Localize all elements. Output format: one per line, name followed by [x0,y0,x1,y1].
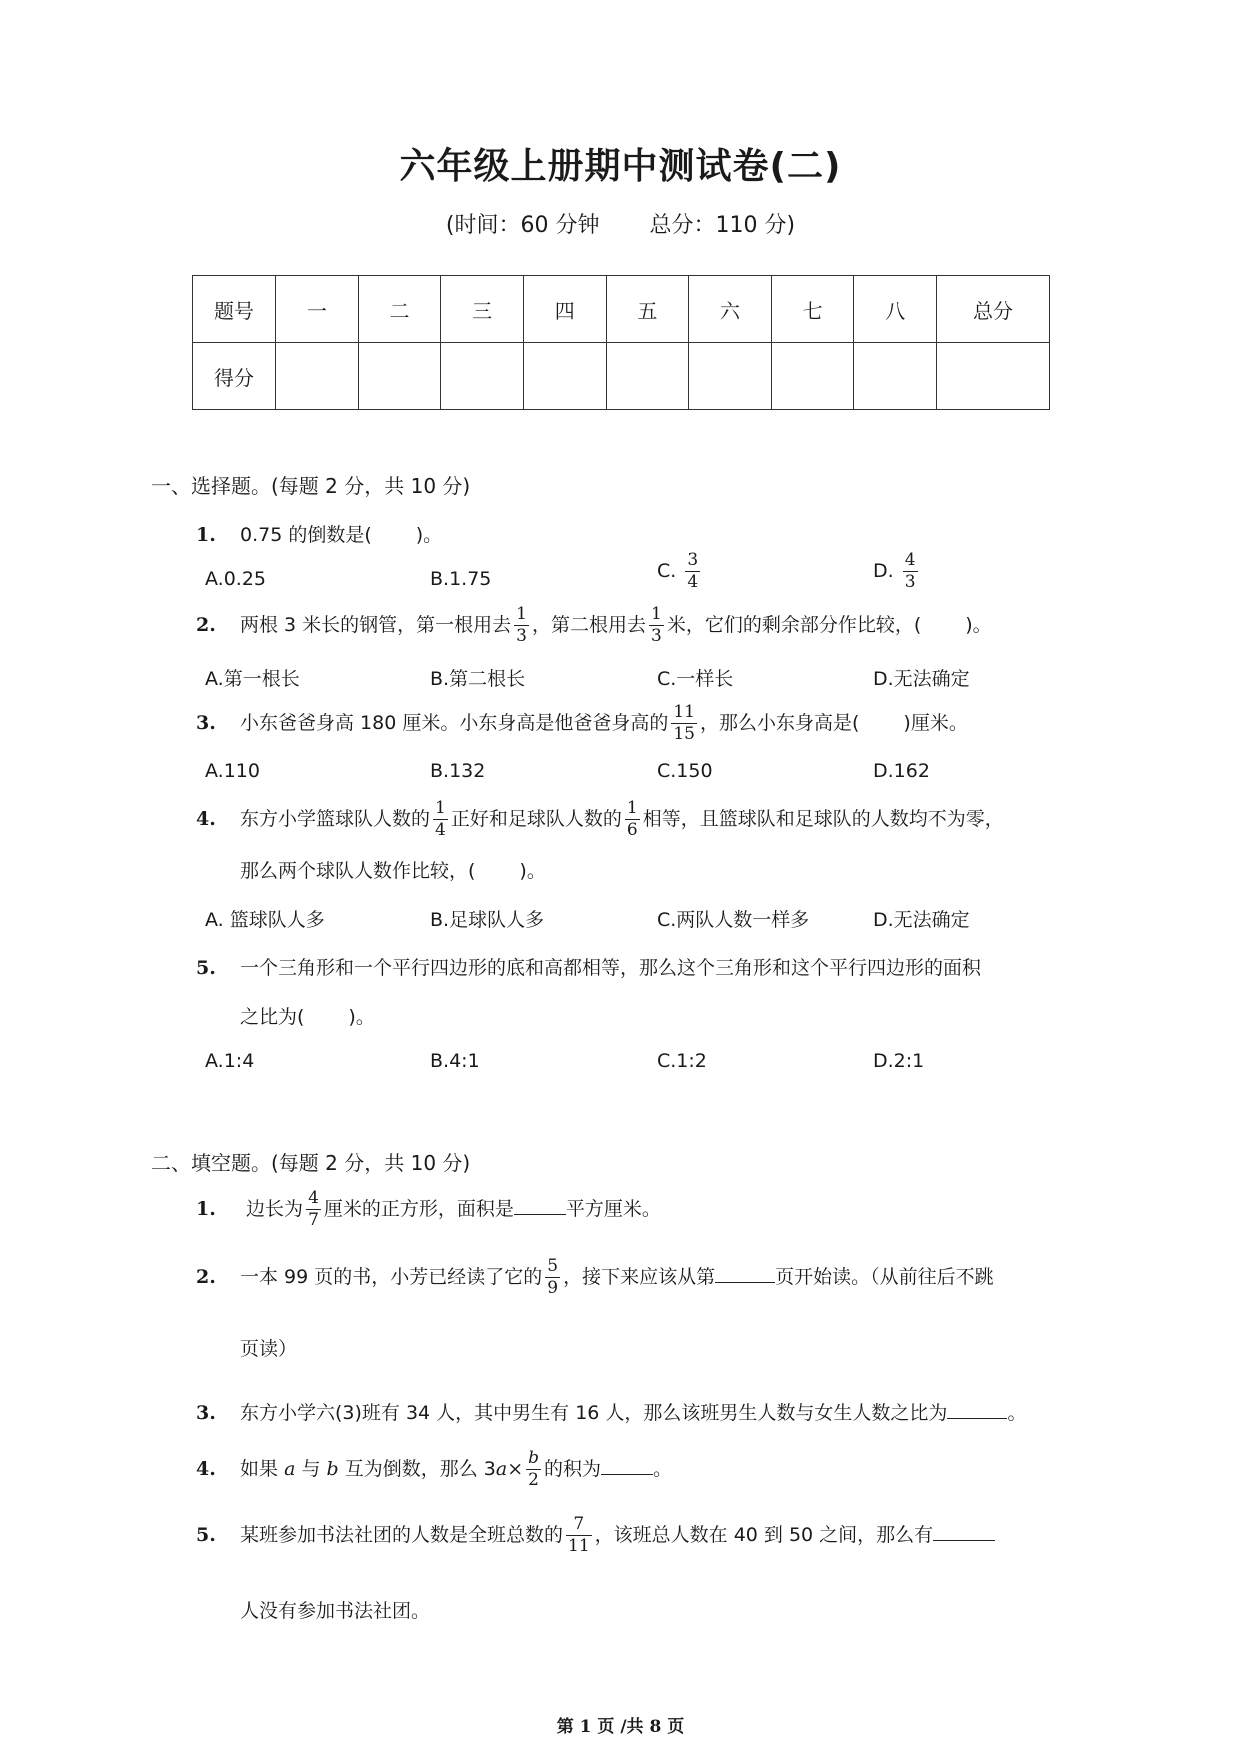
score-input-cell[interactable] [854,343,937,410]
question-line2: 之比为( )。 [240,1006,375,1028]
score-input-cell[interactable] [771,343,854,410]
fraction: $\frac{4}{3}$ [904,550,916,592]
option: D.无法确定 [873,668,970,690]
option: A.第一根长 [205,668,300,690]
question: 5. 一个三角形和一个平行四边形的底和高都相等，那么这个三角形和这个平行四边形的面积 [196,957,982,979]
exam-info [0,208,1241,239]
score-input-cell[interactable] [441,343,524,410]
option: B.1.75 [430,568,492,590]
option: C. $\frac{3}{4}$ [657,550,699,592]
page-footer: 第 1 页 /共 8 页 [556,1717,685,1737]
exam-time: (时间：60 分钟 [445,213,600,238]
question: 2. 两根 3 米长的钢管，第一根用去 $\frac{1}{3}$ ，第二根用去 $\frac{1}{3}$ 米，它们的剩余部分作比较，( )。 [196,604,992,646]
score-header-cell: 八 [854,276,937,343]
score-table [192,275,1050,410]
page-title: 六年级上册期中测试卷(二) [399,146,842,187]
fraction: $\frac{7}{11}$ [568,1514,590,1556]
fraction: $\frac{1}{3}$ [651,604,662,646]
score-input-cell[interactable] [689,343,772,410]
fill-blank[interactable] [933,1522,995,1541]
score-input-cell[interactable] [606,343,689,410]
fraction: $\frac{4}{7}$ [308,1188,319,1230]
score-header-cell: 六 [689,276,772,343]
score-input-cell[interactable] [937,343,1050,410]
exam-total-score: 总分：110 分) [649,213,796,238]
score-header-cell: 七 [771,276,854,343]
score-header-cell: 题号 [193,276,276,343]
score-table-header-row [193,276,1050,343]
option: C.一样长 [657,668,734,690]
option: A. 篮球队人多 [205,909,325,931]
question: 2. 一本 99 页的书，小芳已经读了它的 $\frac{5}{9}$ ，接下来应该从第 页开始读。（从前往后不跳 [196,1256,994,1298]
score-input-cell[interactable] [276,343,359,410]
question: 3. 东方小学六(3)班有 34 人，其中男生有 16 人，那么该班男生人数与女生人数之比为 。 [196,1402,1027,1424]
score-header-cell: 二 [358,276,441,343]
option: B.第二根长 [430,668,526,690]
option: D.无法确定 [873,909,970,931]
question: 3. 小东爸爸身高 180 厘米。小东身高是他爸爸身高的 $\frac{11}{15}$ ，那么小东身高是( )厘米。 [196,702,968,744]
question-line2: 页读） [240,1338,298,1360]
option: D.2:1 [873,1050,925,1072]
score-input-cell[interactable] [523,343,606,410]
fraction: $\frac{1}{6}$ [626,798,638,840]
option: D. $\frac{4}{3}$ [873,550,916,592]
option: D.162 [873,760,930,782]
fill-blank[interactable] [514,1196,566,1215]
option: C.1:2 [657,1050,707,1072]
score-header-cell: 四 [523,276,606,343]
fraction: $\frac{b}{2}$ [528,1448,539,1490]
question-line2: 那么两个球队人数作比较，( )。 [240,860,546,882]
option: A.0.25 [205,568,267,590]
section1-heading: 一、选择题。(每题 2 分，共 10 分) [151,474,471,498]
option: A.110 [205,760,260,782]
score-header-cell: 五 [606,276,689,343]
question: 4. 东方小学篮球队人数的 $\frac{1}{4}$ 正好和足球队人数的 $\frac{1}{6}$ 相等，且篮球队和足球队的人数均不为零， [196,798,1004,840]
fraction: $\frac{11}{15}$ [673,702,695,744]
score-input-cell[interactable] [358,343,441,410]
score-row-label: 得分 [193,343,276,410]
fill-blank[interactable] [601,1456,653,1475]
option: C.两队人数一样多 [657,909,810,931]
question: 5. 某班参加书法社团的人数是全班总数的 $\frac{7}{11}$ ，该班总人数在 40 到 50 之间，那么有 [196,1516,995,1555]
fraction: $\frac{1}{3}$ [516,604,527,646]
score-header-cell: 总分 [937,276,1050,343]
option: B.132 [430,760,486,782]
score-table-score-row [193,343,1050,410]
fill-blank[interactable] [947,1400,1007,1419]
question: 1. 边长为 $\frac{4}{7}$ 厘米的正方形，面积是 平方厘米。 [196,1188,661,1230]
fraction: $\frac{1}{4}$ [435,798,446,840]
fill-blank[interactable] [715,1264,775,1283]
question-line2: 人没有参加书法社团。 [240,1600,431,1622]
question: 4. 如果 a 与 b 互为倒数，那么 3a× $\frac{b}{2}$ 的积为 。 [196,1448,673,1490]
option: C.150 [657,760,713,782]
question: 1. 0.75 的倒数是( )。 [196,524,443,546]
score-header-cell: 一 [276,276,359,343]
fraction: $\frac{3}{4}$ [687,550,699,592]
option: B.足球队人多 [430,909,545,931]
fraction: $\frac{5}{9}$ [547,1256,559,1298]
option: A.1:4 [205,1050,255,1072]
section2-heading: 二、填空题。(每题 2 分，共 10 分) [151,1151,471,1175]
score-header-cell: 三 [441,276,524,343]
option: B.4:1 [430,1050,480,1072]
